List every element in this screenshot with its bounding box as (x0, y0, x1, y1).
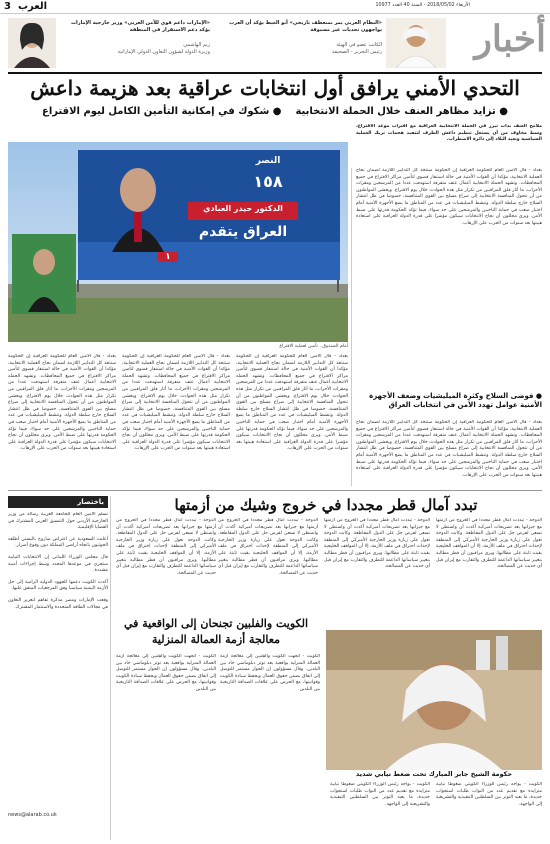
story-kicker: ● فوضى السلاح وكثرة الميليشيات وضعف الأجهزة الأمنية عوامل تهدد الأمن في انتخابات العراق (369, 392, 542, 409)
qatar-headline: تبدد آمال قطر مجددا في خروج وشيك من أزمتها (174, 496, 478, 514)
columnist-photo-left (8, 18, 56, 68)
kuwait-col-2: الكويت - اتجهت الكويت والفلبين إلى معالجة أزمة العمالة المنزلية بواقعية بعد توتر دبلوماسي حاد بين البلدين. وقال مسؤولون إن الحوار مستمر للتوصل إلى اتفاق يضمن حقوق العمال ويحفظ سيادة الكويت وقوانينها، مع الحرص على علاقات الصداقة التاريخية بين البلدين. (220, 654, 320, 692)
column-divider (351, 168, 352, 486)
kuwait-headline: الكويت والفلبين تجنحان إلى الواقعية في معالجة أزمة العمالة المنزلية (123, 617, 309, 646)
main-headline: التحدي الأمني يرافق أول انتخابات عراقية بعد هزيمة داعش (30, 76, 520, 100)
qatar-col-4: الدوحة - تبددت آمال قطر مجددا في الخروج من أزمتها مع جيرانها بعد تصريحات أميركية أكدت أن واشنطن لا تسعى لفرض حل على الدول المقاطعة. وكانت الدوحة تعول على زيارة وزير الخارجية الأميركي إلى المنطقة لإحداث اختراق في ملف الأزمة، إلا أن المواقف الخليجية بقيت ثابتة على مطالبها. ويرى مراقبون أن قطر مطالبة بتغيير سياساتها الداعمة للتطرف والتقارب مع إيران قبل أي حديث عن المصالحة. (116, 518, 216, 576)
bullet-icon: ● (533, 392, 542, 400)
story-intro: ملامح العنف بدأت تبرز في الحملة الانتخابية العراقية مع اقتراب موعد الاقتراع، وسط مخاوف من أن يستغل تنظيم داعش الظرف لتنفيذ هجمات تربك العملية السياسية وتعيد البلاد إلى دائرة الاضطراب. (356, 124, 542, 143)
minister-caption: حكومة الشيخ جابر المبارك تحت ضغط نيابي شديد (355, 770, 513, 778)
sidebar-item: أكدت الكويت دعمها للجهود الدولية الرامية إلى حل الأزمة اليمنية سياسيا وفق المرجعيات المتفق عليها. (8, 579, 108, 592)
teaser-right: «النظام العربي يمر بمنعطف تاريخي» أبو الغيط يؤكد أن العرب يواجهون تحديات غير مسبوقة الكاتب عضو في الهيئة رئيس التحرير - الصحيفة (229, 20, 382, 55)
columnist-photo-right (386, 18, 446, 68)
contact-email: news@alarab.co.uk (8, 812, 57, 818)
sidebar-item: قال مجلس الوزراء اللبناني إن الانتخابات النيابية ستجري في موعدها المحدد وسط إجراءات أمنية مشددة. (8, 554, 108, 574)
billboard-candidate: الدكتور حيدر العبادي (203, 204, 283, 213)
main-story-body: بغداد - قال الأمين العام للحكومة العراقية إن الحكومة ستتخذ كل التدابير اللازمة لضمان نجاح العملية الانتخابية، مؤكدا أن القوات الأمنية في حالة استنفار قصوى لتأمين مراكز الاقتراع في جميع المحافظات. وتشهد الحملة الانتخابية أعمال عنف متفرقة استهدفت عددا من المرشحين ومقرات الأحزاب، ما أثار قلق المراقبين من تكرار مثل هذه الحوادث خلال يوم الاقتراع. ويخشى المواطنون من أن تتحول المنافسة الانتخابية إلى صراع مسلح بين القوى المتنافسة، خصوصا في ظل انتشار السلاح خارج سلطة الدولة. وتنشط الميليشيات في عدد من المناطق ما يضع الأجهزة الأمنية أمام اختبار صعب في حماية الناخبين والمرشحين على حد سواء، فيما تؤكد الحكومة قدرتها على ضبط الأمن. ويرى محللون أن نجاح الانتخابات سيكون مؤشرا على قدرة الدولة العراقية على استعادة هيبتها بعد سنوات من الحرب على الإرهاب. (356, 168, 542, 226)
sub-headline: ● تزايد مظاهر العنف خلال الحملة الانتخابية ● شكوك في إمكانية التأمين الكامل ليوم الاقتراع (42, 106, 508, 117)
header-rule (8, 72, 542, 74)
bullet-icon: ● (269, 106, 282, 117)
govt-col-1: الكويت - يواجه رئيس الوزراء الكويتي ضغوطا نيابية متزايدة مع تقديم عدد من النواب طلبات استجواب جديدة، ما يعيد التوتر بين السلطتين التنفيذية والتشريعية إلى الواجهة. (436, 782, 542, 807)
paper-logo: العرب (18, 1, 48, 12)
date-line: الأربعاء 2018/05/02 - السنة 40 العدد 10977 (375, 3, 470, 8)
brief-sidebar (8, 496, 108, 840)
sidebar-item: أعلنت السعودية عن اعتراض صاروخ باليستي أطلقه الحوثيون باتجاه أراضي المملكة دون وقوع أضرار. (8, 536, 108, 549)
billboard-number: ١٥٨ (253, 172, 283, 191)
billboard-seq: ١ (158, 252, 178, 262)
teaser-left: «الإمارات داعم قوي للأمن العربي» وزير خارجية الإمارات يؤكد دعم الاستقرار في المنطقة ريم الهاشمي وزيرة الدولة لشؤون التعاون الدولي الإماراتية (70, 20, 210, 55)
person-portrait-icon (8, 18, 56, 68)
person-portrait-icon (386, 18, 446, 68)
sidebar-items (8, 512, 108, 812)
qatar-col-1: الدوحة - تبددت آمال قطر مجددا في الخروج من أزمتها مع جيرانها بعد تصريحات أميركية أكدت أن واشنطن لا تسعى لفرض حل على الدول المقاطعة. وكانت الدوحة تعول على زيارة وزير الخارجية الأميركي إلى المنطقة لإحداث اختراق في ملف الأزمة، إلا أن المواقف الخليجية بقيت ثابتة على مطالبها. ويرى مراقبون أن قطر مطالبة بتغيير سياساتها الداعمة للتطرف والتقارب مع إيران قبل أي حديث عن المصالحة. (436, 518, 542, 570)
qatar-col-2: الدوحة - تبددت آمال قطر مجددا في الخروج من أزمتها مع جيرانها بعد تصريحات أميركية أكدت أن واشنطن لا تسعى لفرض حل على الدول المقاطعة. وكانت الدوحة تعول على زيارة وزير الخارجية الأميركي إلى المنطقة لإحداث اختراق في ملف الأزمة، إلا أن المواقف الخليجية بقيت ثابتة على مطالبها. ويرى مراقبون أن قطر مطالبة بتغيير سياساتها الداعمة للتطرف والتقارب مع إيران قبل أي حديث عن المصالحة. (324, 518, 430, 570)
billboard-list-name: النصر (255, 156, 281, 166)
billboard-slogan: العراق يتقدم (198, 224, 288, 240)
election-billboard-photo (8, 142, 348, 342)
section-title: أخبار (474, 18, 546, 60)
top-bar (0, 0, 550, 14)
main-story-body-cont: بغداد - قال الأمين العام للحكومة العراقية إن الحكومة ستتخذ كل التدابير اللازمة لضمان نجاح العملية الانتخابية، مؤكدا أن القوات الأمنية في حالة استنفار قصوى لتأمين مراكز الاقتراع في جميع المحافظات. وتشهد الحملة الانتخابية أعمال عنف متفرقة استهدفت عددا من المرشحين ومقرات الأحزاب، ما أثار قلق المراقبين من تكرار مثل هذه الحوادث خلال يوم الاقتراع. ويخشى المواطنون من أن تتحول المنافسة الانتخابية إلى صراع مسلح بين القوى المتنافسة، خصوصا في ظل انتشار السلاح خارج سلطة الدولة. وتنشط الميليشيات في عدد من المناطق ما يضع الأجهزة الأمنية أمام اختبار صعب في حماية الناخبين والمرشحين على حد سواء، فيما تؤكد الحكومة قدرتها على ضبط الأمن. ويرى محللون أن نجاح الانتخابات سيكون مؤشرا على قدرة الدولة العراقية على استعادة هيبتها بعد سنوات من الحرب على الإرهاب. (356, 420, 542, 478)
govt-col-2: الكويت - يواجه رئيس الوزراء الكويتي ضغوطا نيابية متزايدة مع تقديم عدد من النواب طلبات استجواب جديدة، ما يعيد التوتر بين السلطتين التنفيذية والتشريعية إلى الواجهة. (330, 782, 430, 807)
main-story-col-c: بغداد - قال الأمين العام للحكومة العراقية إن الحكومة ستتخذ كل التدابير اللازمة لضمان نجاح العملية الانتخابية، مؤكدا أن القوات الأمنية في حالة استنفار قصوى لتأمين مراكز الاقتراع في جميع المحافظات. وتشهد الحملة الانتخابية أعمال عنف متفرقة استهدفت عددا من المرشحين ومقرات الأحزاب، ما أثار قلق المراقبين من تكرار مثل هذه الحوادث خلال يوم الاقتراع. ويخشى المواطنون من أن تتحول المنافسة الانتخابية إلى صراع مسلح بين القوى المتنافسة، خصوصا في ظل انتشار السلاح خارج سلطة الدولة. وتنشط الميليشيات في عدد من المناطق ما يضع الأجهزة الأمنية أمام اختبار صعب في حماية الناخبين والمرشحين على حد سواء، فيما تؤكد الحكومة قدرتها على ضبط الأمن. ويرى محللون أن نجاح الانتخابات سيكون مؤشرا على قدرة الدولة العراقية على استعادة هيبتها بعد سنوات من الحرب على الإرهاب. (236, 354, 348, 452)
column-divider (110, 496, 111, 840)
bullet-icon: ● (495, 106, 508, 117)
minister-photo (326, 630, 542, 770)
sidebar-title: باختصار (8, 496, 108, 508)
photo-caption: أمام الصندوق.. تأمين لعملية الاقتراع (279, 344, 348, 349)
qatar-col-3: الدوحة - تبددت آمال قطر مجددا في الخروج من أزمتها مع جيرانها بعد تصريحات أميركية أكدت أن واشنطن لا تسعى لفرض حل على الدول المقاطعة. وكانت الدوحة تعول على زيارة وزير الخارجية الأميركي إلى المنطقة لإحداث اختراق في ملف الأزمة، إلا أن المواقف الخليجية بقيت ثابتة على مطالبها. ويرى مراقبون أن قطر مطالبة بتغيير سياساتها الداعمة للتطرف والتقارب مع إيران قبل أي حديث عن المصالحة. (218, 518, 318, 576)
main-story-col-b: بغداد - قال الأمين العام للحكومة العراقية إن الحكومة ستتخذ كل التدابير اللازمة لضمان نجاح العملية الانتخابية، مؤكدا أن القوات الأمنية في حالة استنفار قصوى لتأمين مراكز الاقتراع في جميع المحافظات. وتشهد الحملة الانتخابية أعمال عنف متفرقة استهدفت عددا من المرشحين ومقرات الأحزاب، ما أثار قلق المراقبين من تكرار مثل هذه الحوادث خلال يوم الاقتراع. ويخشى المواطنون من أن تتحول المنافسة الانتخابية إلى صراع مسلح بين القوى المتنافسة، خصوصا في ظل انتشار السلاح خارج سلطة الدولة. وتنشط الميليشيات في عدد من المناطق ما يضع الأجهزة الأمنية أمام اختبار صعب في حماية الناخبين والمرشحين على حد سواء، فيما تؤكد الحكومة قدرتها على ضبط الأمن. ويرى محللون أن نجاح الانتخابات سيكون مؤشرا على قدرة الدولة العراقية على استعادة هيبتها بعد سنوات من الحرب على الإرهاب. (122, 354, 230, 452)
main-story-col-a: بغداد - قال الأمين العام للحكومة العراقية إن الحكومة ستتخذ كل التدابير اللازمة لضمان نجاح العملية الانتخابية، مؤكدا أن القوات الأمنية في حالة استنفار قصوى لتأمين مراكز الاقتراع في جميع المحافظات. وتشهد الحملة الانتخابية أعمال عنف متفرقة استهدفت عددا من المرشحين ومقرات الأحزاب، ما أثار قلق المراقبين من تكرار مثل هذه الحوادث خلال يوم الاقتراع. ويخشى المواطنون من أن تتحول المنافسة الانتخابية إلى صراع مسلح بين القوى المتنافسة، خصوصا في ظل انتشار السلاح خارج سلطة الدولة. وتنشط الميليشيات في عدد من المناطق ما يضع الأجهزة الأمنية أمام اختبار صعب في حماية الناخبين والمرشحين على حد سواء، فيما تؤكد الحكومة قدرتها على ضبط الأمن. ويرى محللون أن نجاح الانتخابات سيكون مؤشرا على قدرة الدولة العراقية على استعادة هيبتها بعد سنوات من الحرب على الإرهاب. (8, 354, 116, 452)
page-number: 3 (4, 1, 11, 12)
kuwait-col-1: الكويت - اتجهت الكويت والفلبين إلى معالجة أزمة العمالة المنزلية بواقعية بعد توتر دبلوماسي حاد بين البلدين. وقال مسؤولون إن الحوار مستمر للتوصل إلى اتفاق يضمن حقوق العمال ويحفظ سيادة الكويت وقوانينها، مع الحرص على علاقات الصداقة التاريخية بين البلدين. (116, 654, 216, 692)
section-rule (8, 490, 542, 491)
sidebar-item: وقعت الإمارات ومصر مذكرة تفاهم لتعزيز التعاون في مجالات الطاقة المتجددة والاستثمار المشترك. (8, 597, 108, 610)
person-portrait-icon (326, 630, 542, 770)
sidebar-item: تسلم الأمين العام للجامعة العربية رسالة من وزير الخارجية الأردني حول التنسيق العربي المشترك في القضايا الإقليمية. (8, 512, 108, 531)
